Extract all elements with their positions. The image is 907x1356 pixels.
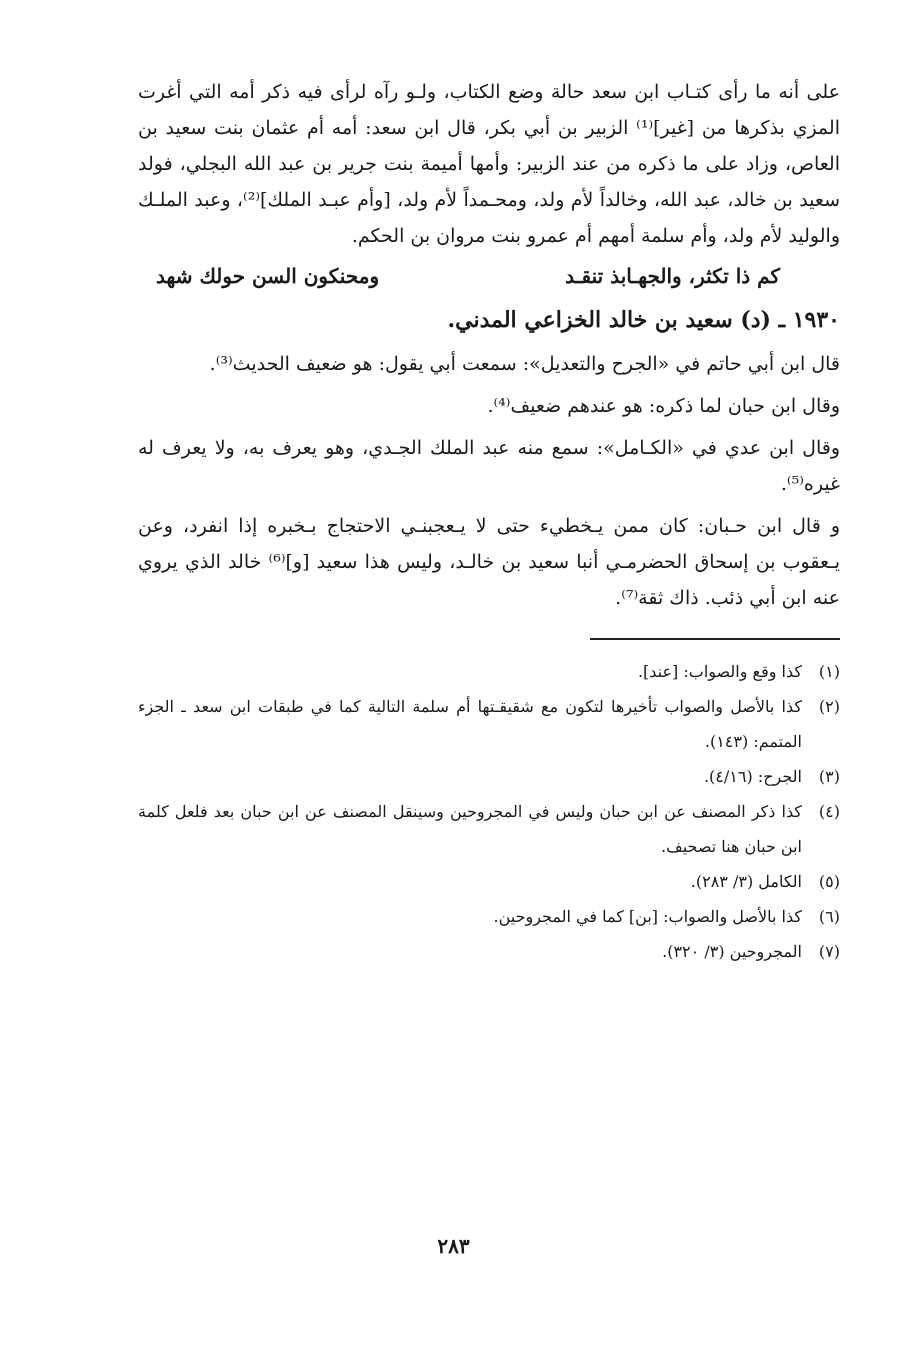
footnote-text: الجرح: (٤/١٦). [703, 767, 802, 786]
footnote-3 [138, 759, 840, 794]
footnote-number: (٧) [818, 942, 840, 961]
intro-paragraph: على أنه ما رأى كتـاب ابن سعد حالة وضع الكتاب، ولـو رآه لرأى فيه ذكر أمه التي أغرت المزي بذكرها من [غير]⁽¹⁾ الزبير بن أبي بكر، قال ابن سعد: أمه أم عثمان بنت سعيد بن العاص، وزاد على ما ذكره من عند الزبير: وأمها أميمة بنت جرير بن عبد الله البجلي، فولد سعيد بن خالد، عبد الله، وخالداً لأم ولد، ومحـمداً لأم ولد، [وأم عبـد الملك]⁽²⁾، وعبد الملـك والوليد لأم ولد، وأم سلمة أمهم أم عمرو بنت مروان بن الحكم. [138, 81, 840, 247]
footnote-number: (١) [818, 662, 840, 681]
footnote-number: (٢) [818, 697, 840, 716]
footnote-text: كذا وقع والصواب: [عند]. [637, 662, 802, 681]
page-number: ٢٨٣ [437, 1234, 470, 1258]
footnote-text: كذا بالأصل والصواب تأخيرها لتكون مع شقيقـتها أم سلمة التالية كما في طبقات ابن سعد ـ الجزء المتمم: (١٤٣). [138, 697, 802, 751]
footnote-number: (٤) [818, 802, 840, 821]
verse-hemistich-right: كم ذا تكثر، والجهـابذ تنقـد [565, 264, 780, 288]
footnote-text: كذا بالأصل والصواب: [بن] كما في المجروحين. [493, 907, 802, 926]
footnote-number: (٣) [818, 767, 840, 786]
paragraph-ibn-abi-hatim: قال ابن أبي حاتم في «الجرح والتعديل»: سمعت أبي يقول: هو ضعيف الحديث⁽³⁾. [209, 353, 840, 375]
footnote-2 [138, 689, 840, 759]
main-text [138, 74, 840, 616]
poetry-verse [138, 254, 840, 296]
footnotes [138, 654, 840, 969]
footnote-number: (٥) [818, 872, 840, 891]
footnote-4 [138, 794, 840, 864]
verse-hemistich-left: ومحنكون السن حولك شهد [156, 264, 380, 288]
footnote-7 [138, 934, 840, 969]
footnote-number: (٦) [818, 907, 840, 926]
entry-title: ١٩٣٠ ـ (د) سعيد بن خالد الخزاعي المدني. [447, 307, 840, 333]
paragraph-ibn-hibban-2: و قال ابن حـبان: كان ممن يـخطيء حتى لا يـعجبنـي الاحتجاج بـخبره إذا انفرد، وعن يـعقوب بن إسحاق الحضرمـي أنبا سعيد بن خالـد، وليس هذا سعيد [و]⁽⁶⁾ خالد الذي يروي عنه ابن أبي ذئب. ذاك ثقة⁽⁷⁾. [138, 515, 840, 609]
paragraph-ibn-hibban-1: وقال ابن حبان لما ذكره: هو عندهم ضعيف⁽⁴⁾. [487, 395, 840, 417]
page-content [138, 74, 840, 969]
footnote-text: الكامل (٣/ ٢٨٣). [690, 872, 802, 891]
paragraph-ibn-adi: وقال ابن عدي في «الكـامل»: سمع منه عبد الملك الجـدي، وهو يعرف به، ولا يعرف له غيره⁽⁵⁾. [138, 437, 840, 495]
footnote-separator [590, 638, 840, 640]
footnote-text: كذا ذكر المصنف عن ابن حبان وليس في المجروحين وسينقل المصنف عن ابن حبان بعد فلعل كلمة ابن حبان هنا تصحيف. [138, 802, 802, 856]
footnote-1 [138, 654, 840, 689]
footnote-5 [138, 864, 840, 899]
footnote-text: المجروحين (٣/ ٣٢٠). [662, 942, 802, 961]
footnote-6 [138, 899, 840, 934]
